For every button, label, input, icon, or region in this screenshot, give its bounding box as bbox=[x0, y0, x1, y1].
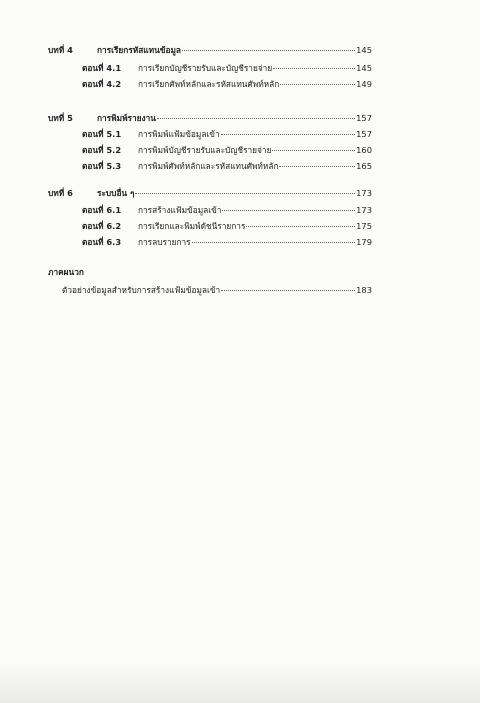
section-number: ตอนที่ 5.1 bbox=[82, 129, 122, 139]
page-number: 183 bbox=[356, 285, 372, 295]
page-number: 175 bbox=[356, 221, 372, 231]
chapter-title: การเรียกรหัสแทนข้อมูล bbox=[97, 45, 182, 55]
dot-leader bbox=[182, 50, 355, 51]
dot-leader bbox=[280, 84, 355, 85]
chapter-entry-4 bbox=[48, 44, 372, 56]
page-number: 173 bbox=[356, 188, 372, 198]
page-number: 179 bbox=[356, 237, 372, 247]
dot-leader bbox=[272, 150, 355, 151]
section-number: ตอนที่ 6.1 bbox=[82, 205, 122, 215]
section-title: การพิมพ์แฟ้มข้อมูลเข้า bbox=[138, 129, 220, 139]
section-number: ตอนที่ 5.2 bbox=[82, 145, 122, 155]
chapter-title: การพิมพ์รายงาน bbox=[97, 113, 156, 123]
section-entry-6-3 bbox=[82, 236, 372, 248]
section-number: ตอนที่ 5.3 bbox=[82, 161, 122, 171]
dot-leader bbox=[135, 193, 355, 194]
section-title: การสร้างแฟ้มข้อมูลเข้า bbox=[138, 205, 222, 215]
section-entry-4-1 bbox=[82, 62, 372, 74]
appendix-entry bbox=[62, 284, 372, 296]
dot-leader bbox=[192, 242, 356, 243]
section-title: การเรียกศัพท์หลักและรหัสแทนศัพท์หลัก bbox=[138, 79, 280, 89]
page-edge-shadow bbox=[0, 663, 480, 703]
section-title: การเรียกบัญชีรายรับและบัญชีรายจ่าย bbox=[138, 63, 273, 73]
page-number: 157 bbox=[356, 129, 372, 139]
chapter-number: บทที่ 5 bbox=[48, 113, 73, 123]
chapter-number: บทที่ 4 bbox=[48, 45, 73, 55]
section-number: ตอนที่ 4.2 bbox=[82, 79, 122, 89]
section-number: ตอนที่ 6.3 bbox=[82, 237, 122, 247]
section-title: การพิมพ์บัญชีรายรับและบัญชีรายจ่าย bbox=[138, 145, 272, 155]
dot-leader bbox=[273, 68, 355, 69]
page-number: 157 bbox=[356, 113, 372, 123]
page-number: 145 bbox=[356, 45, 372, 55]
section-entry-6-2 bbox=[82, 220, 372, 232]
chapter-entry-6 bbox=[48, 187, 372, 199]
section-entry-4-2 bbox=[82, 78, 372, 90]
page-number: 160 bbox=[356, 145, 372, 155]
dot-leader bbox=[222, 210, 355, 211]
section-entry-5-3 bbox=[82, 160, 372, 172]
chapter-entry-5 bbox=[48, 112, 372, 124]
page-number: 165 bbox=[356, 161, 372, 171]
section-entry-6-1 bbox=[82, 204, 372, 216]
appendix-entry-title: ตัวอย่างข้อมูลสำหรับการสร้างแฟ้มข้อมูลเข้า bbox=[62, 285, 221, 295]
dot-leader bbox=[279, 166, 355, 167]
dot-leader bbox=[221, 290, 355, 291]
dot-leader bbox=[157, 118, 355, 119]
page-number: 173 bbox=[356, 205, 372, 215]
page-number: 149 bbox=[356, 79, 372, 89]
appendix-heading bbox=[48, 266, 168, 278]
section-title: การพิมพ์ศัพท์หลักและรหัสแทนศัพท์หลัก bbox=[138, 161, 279, 171]
section-number: ตอนที่ 4.1 bbox=[82, 63, 122, 73]
appendix-heading-text: ภาคผนวก bbox=[48, 267, 84, 277]
chapter-title: ระบบอื่น ๆ bbox=[97, 188, 135, 198]
section-title: การลบรายการ bbox=[138, 237, 191, 247]
section-title: การเรียกและพิมพ์ดัชนีรายการ bbox=[138, 221, 246, 231]
dot-leader bbox=[221, 134, 356, 135]
dot-leader bbox=[246, 226, 355, 227]
section-number: ตอนที่ 6.2 bbox=[82, 221, 122, 231]
chapter-number: บทที่ 6 bbox=[48, 188, 73, 198]
section-entry-5-1 bbox=[82, 128, 372, 140]
page-number: 145 bbox=[356, 63, 372, 73]
section-entry-5-2 bbox=[82, 144, 372, 156]
